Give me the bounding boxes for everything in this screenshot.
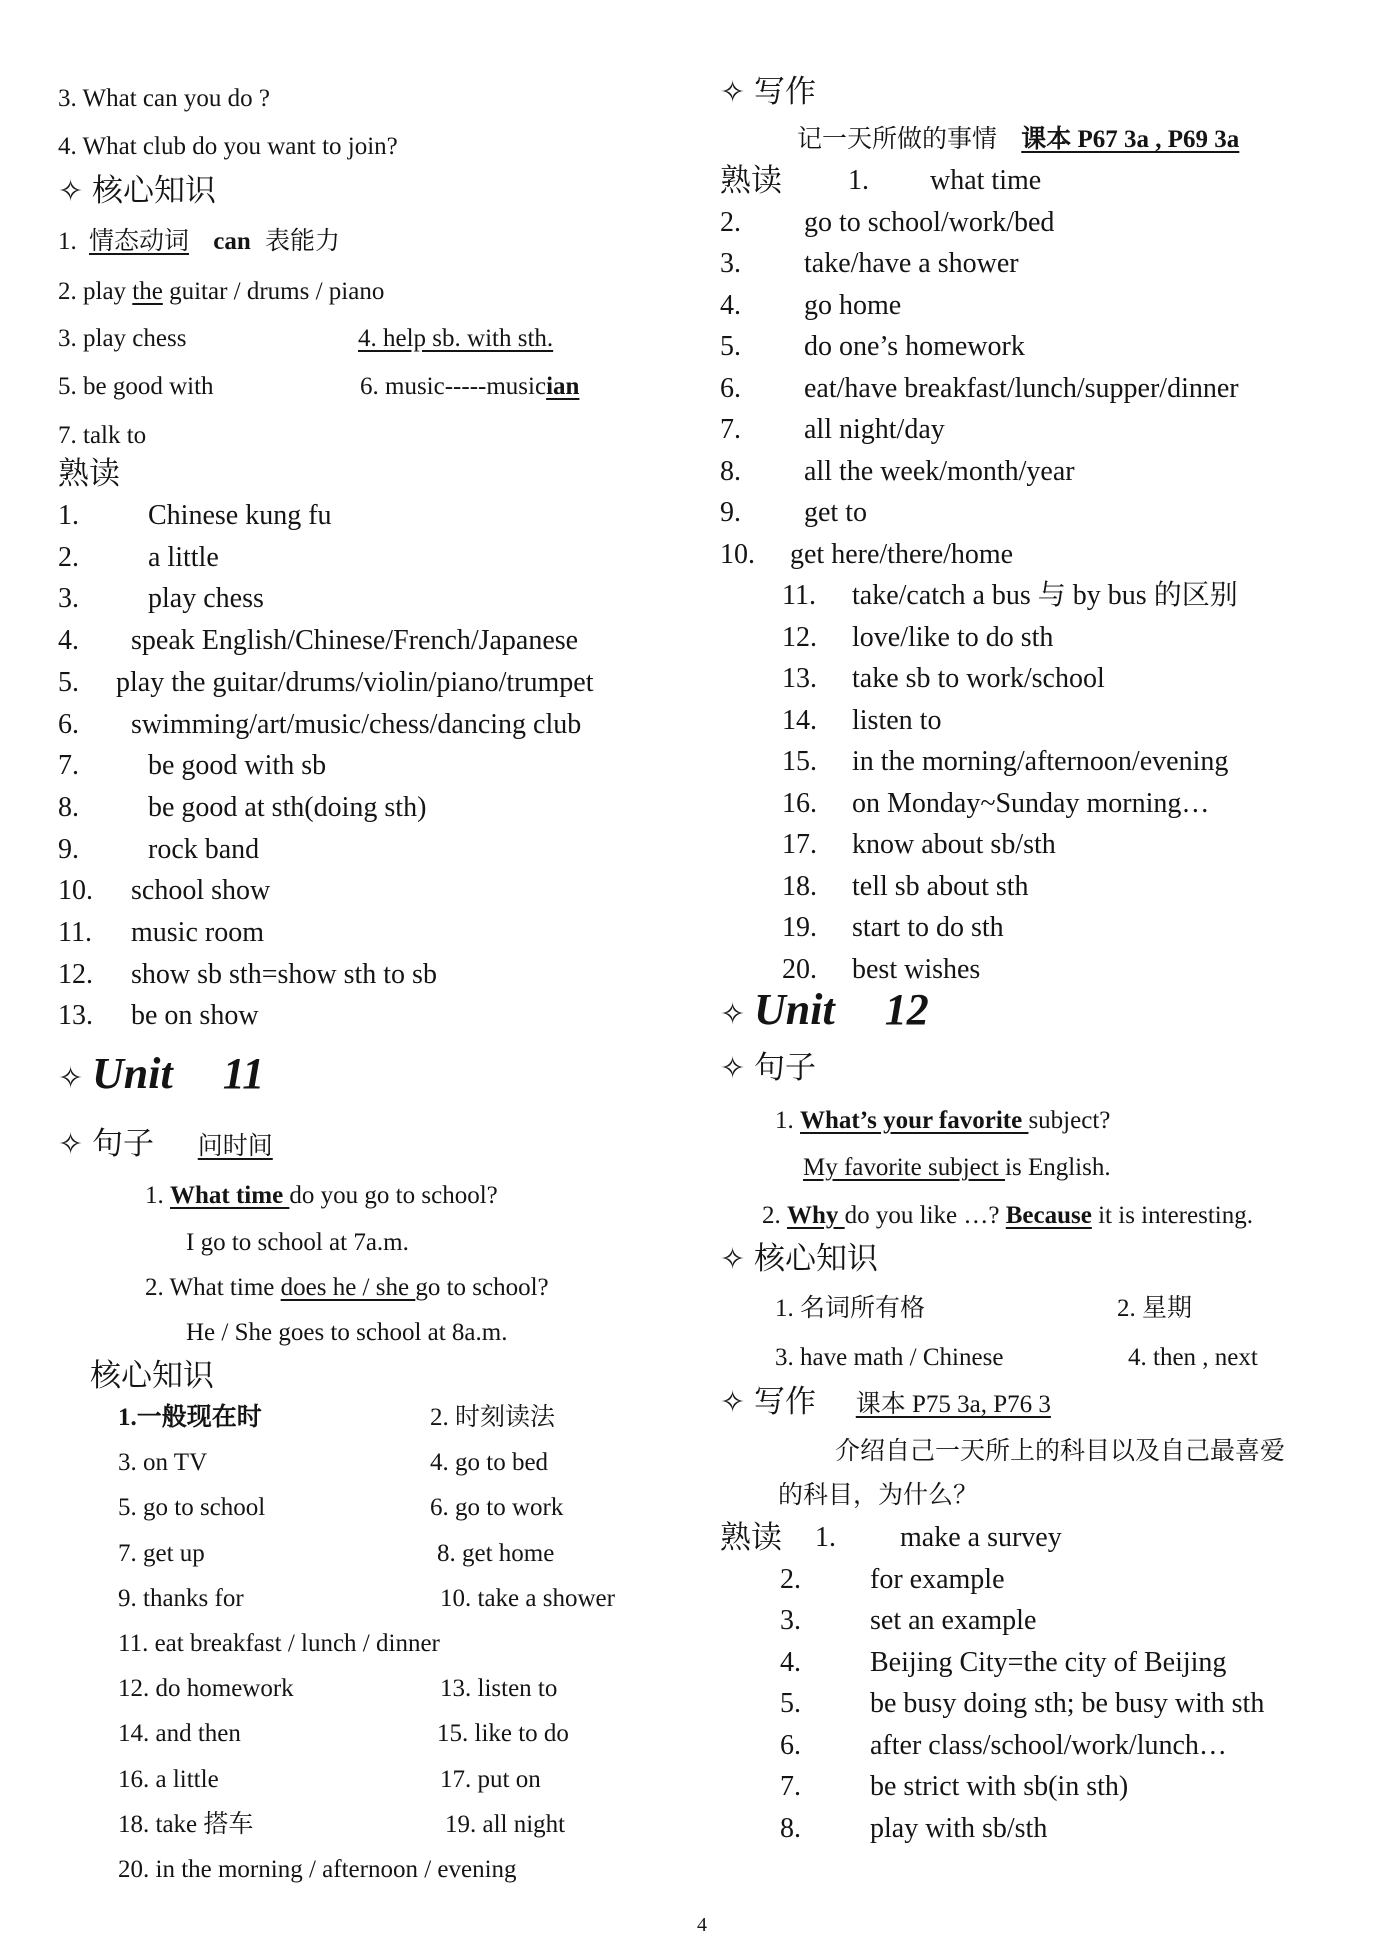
unit-12-heading: ✧ Unit 12 (720, 985, 929, 1034)
read-right-text: start to do sth (852, 912, 1004, 943)
core-r4: 4. then , next (1128, 1344, 1258, 1371)
read-right-text: listen to (852, 704, 942, 736)
core-r1: 1. 名词所有格 (775, 1295, 926, 1322)
read-right2-num: 1. (815, 1522, 836, 1553)
read-left-text: be on show (131, 1000, 259, 1032)
read-right-num: 14. (782, 704, 817, 736)
page-number: 4 (697, 1914, 707, 1936)
core-grid-cell: 6. go to work (430, 1494, 564, 1522)
read-right-num: 5. (720, 331, 741, 362)
read-left-text: swimming/art/music/chess/dancing club (131, 708, 582, 740)
read-left-num: 6. (58, 708, 79, 740)
read-right-text: on Monday~Sunday morning… (852, 787, 1210, 819)
read-left-num: 8. (58, 791, 79, 823)
core-grid-cell: 18. take 搭车 (118, 1810, 254, 1838)
read-left-text: a little (148, 541, 219, 573)
read-right-text: tell sb about sth (852, 870, 1029, 902)
star-icon: ✧ (58, 175, 84, 208)
sentence-1: 1. What time do you go to school? (145, 1182, 498, 1209)
read-right-num: 3. (720, 248, 741, 279)
core-grid-cell: 13. listen to (440, 1675, 558, 1703)
sentence-2: 2. What time does he / she go to school? (145, 1274, 549, 1301)
read-right-text: know about sb/sth (852, 829, 1056, 860)
read-right-text: all night/day (804, 414, 945, 445)
writing-heading: ✧ 写作 (720, 74, 816, 109)
core-item-1: 1. 情态动词 can 表能力 (58, 228, 341, 255)
read-right-num: 20. (782, 953, 817, 985)
question-3: 3. What can you do ? (58, 85, 270, 112)
star-icon: ✧ (58, 1062, 84, 1095)
read-right2-num: 6. (780, 1729, 801, 1761)
core-grid-cell: 19. all night (445, 1810, 566, 1838)
read-right-text: take/catch a bus 与 by bus 的区别 (852, 580, 1238, 611)
read-left-num: 10. (58, 875, 93, 907)
sentence-r1-answer: My favorite subject is English. (803, 1154, 1111, 1181)
read-right-num: 4. (720, 289, 741, 321)
read-right2-num: 7. (780, 1771, 801, 1802)
read-right-text: go to school/work/bed (804, 206, 1055, 238)
star-icon: ✧ (720, 1386, 746, 1419)
read-right2-text: be busy doing sth; be busy with sth (870, 1688, 1265, 1719)
read-right2-num: 5. (780, 1688, 801, 1719)
read-right2-text: set an example (870, 1605, 1037, 1636)
read-left-text: be good with sb (148, 750, 327, 782)
writing-desc: 记一天所做的事情 课本 P67 3a , P69 3a (797, 126, 1240, 153)
read-left-num: 13. (58, 1000, 93, 1032)
read-right-text: best wishes (852, 953, 981, 985)
writing2-line-1: 介绍自己一天所上的科目以及自己最喜爱 (835, 1438, 1286, 1465)
writing-heading-2: ✧ 写作 课本 P75 3a, P76 3 (720, 1384, 1051, 1419)
read-right2-text: for example (870, 1563, 1005, 1595)
read-right-num: 18. (782, 870, 817, 902)
read-right-text: all the week/month/year (804, 455, 1075, 487)
read-right-num: 8. (720, 455, 741, 487)
core-item-2: 2. play the guitar / drums / piano (58, 278, 385, 305)
question-4: 4. What club do you want to join? (58, 133, 398, 160)
read-left-text: play chess (148, 583, 264, 615)
read-right-text: get here/there/home (790, 538, 1014, 570)
read-right-num: 10. (720, 538, 755, 570)
core-r3: 3. have math / Chinese (775, 1344, 1004, 1371)
core-grid-cell: 3. on TV (118, 1449, 208, 1477)
read-right-text: take/have a shower (804, 248, 1019, 279)
read-left-text: play the guitar/drums/violin/piano/trumpet (116, 666, 594, 698)
read-right-text: go home (804, 289, 902, 321)
core-grid-cell: 8. get home (437, 1539, 555, 1567)
read-left-text: speak English/Chinese/French/Japanese (131, 625, 579, 657)
read-right2-text: make a survey (900, 1522, 1062, 1553)
sentence-r2: 2. Why do you like …? Because it is interesting. (762, 1202, 1253, 1229)
read-right-num: 9. (720, 497, 741, 528)
read-left-num: 11. (58, 917, 92, 948)
read-left-text: music room (131, 917, 264, 948)
read-left-text: rock band (148, 833, 260, 865)
sentence-heading-right: ✧ 句子 (720, 1050, 816, 1085)
read-right-text: do one’s homework (804, 331, 1025, 362)
read-right-text: love/like to do sth (852, 621, 1054, 653)
core-grid-cell: 14. and then (118, 1720, 241, 1748)
core-grid-cell: 15. like to do (437, 1720, 569, 1748)
core-grid-cell: 7. get up (118, 1539, 205, 1567)
read-heading-right: 熟读 (720, 163, 782, 198)
read-left-text: show sb sth=show sth to sb (131, 958, 437, 990)
read-right-num: 16. (782, 787, 817, 819)
core-item-4: 4. help sb. with sth. (358, 325, 554, 352)
read-left-num: 9. (58, 833, 79, 865)
core-grid-cell: 2. 时刻读法 (430, 1404, 556, 1431)
read-left-num: 1. (58, 500, 79, 531)
read-right-num: 13. (782, 663, 817, 694)
read-right-num: 7. (720, 414, 741, 445)
core-grid-cell: 11. eat breakfast / lunch / dinner (118, 1630, 440, 1657)
sentence-1-answer: I go to school at 7a.m. (186, 1229, 409, 1256)
read-left-text: school show (131, 875, 271, 907)
core-knowledge-heading: ✧ 核心知识 (58, 173, 216, 208)
read-right-num: 11. (782, 580, 816, 611)
core-grid-cell: 10. take a shower (440, 1584, 615, 1612)
read-right2-text: play with sb/sth (870, 1812, 1048, 1844)
sentence-2-answer: He / She goes to school at 8a.m. (186, 1319, 508, 1346)
core-grid-cell: 4. go to bed (430, 1449, 549, 1477)
read-left-num: 12. (58, 958, 93, 990)
read-right-num: 12. (782, 621, 817, 653)
read-right-text: get to (804, 497, 867, 528)
read-heading-left: 熟读 (58, 456, 120, 491)
sentence-heading-left: ✧ 句子 问时间 (58, 1126, 273, 1161)
writing2-line-2: 的科目，为什么？ (778, 1482, 979, 1509)
read-left-text: be good at sth(doing sth) (148, 791, 427, 823)
read-right-text: take sb to work/school (852, 663, 1105, 694)
core-grid-cell: 12. do homework (118, 1675, 294, 1703)
read-right-text: eat/have breakfast/lunch/supper/dinner (804, 372, 1239, 404)
read-right-num: 17. (782, 829, 817, 860)
read-right2-text: after class/school/work/lunch… (870, 1729, 1227, 1761)
read-left-num: 4. (58, 625, 79, 657)
read-right2-text: be strict with sb(in sth) (870, 1771, 1129, 1802)
read-right-num: 19. (782, 912, 817, 943)
star-icon: ✧ (720, 1052, 746, 1085)
read-left-text: Chinese kung fu (148, 500, 332, 531)
read-heading-right-2: 熟读 (720, 1520, 782, 1555)
core-r2: 2. 星期 (1117, 1295, 1193, 1322)
core-grid-cell: 5. go to school (118, 1494, 266, 1522)
read-right2-num: 2. (780, 1563, 801, 1595)
read-right-text: what time (930, 165, 1042, 196)
core-knowledge-heading-2: 核心知识 (90, 1358, 214, 1393)
core-knowledge-heading-right: ✧ 核心知识 (720, 1241, 878, 1276)
read-right-text: in the morning/afternoon/evening (852, 746, 1229, 777)
star-icon: ✧ (58, 1128, 84, 1161)
star-icon: ✧ (720, 76, 746, 109)
core-item-5: 5. be good with (58, 373, 214, 400)
read-left-num: 2. (58, 541, 79, 573)
read-left-num: 3. (58, 583, 79, 615)
core-grid-cell: 1.一般现在时 (118, 1404, 262, 1431)
core-grid-cell: 17. put on (440, 1765, 541, 1793)
read-right-num: 1. (848, 165, 869, 196)
core-item-6: 6. music-----musician (360, 373, 580, 400)
core-grid-cell: 20. in the morning / afternoon / evening (118, 1856, 517, 1883)
read-left-num: 7. (58, 750, 79, 782)
read-right-num: 6. (720, 372, 741, 404)
read-right2-num: 4. (780, 1646, 801, 1678)
read-right2-num: 8. (780, 1812, 801, 1844)
sentence-r1: 1. What’s your favorite subject? (775, 1107, 1111, 1134)
core-grid-cell: 9. thanks for (118, 1584, 244, 1612)
read-right-num: 15. (782, 746, 817, 777)
read-right-num: 2. (720, 206, 741, 238)
read-right2-text: Beijing City=the city of Beijing (870, 1646, 1227, 1678)
read-right2-num: 3. (780, 1605, 801, 1636)
core-item-7: 7. talk to (58, 422, 147, 449)
unit-11-heading: ✧ Unit 11 (58, 1049, 265, 1098)
core-item-3: 3. play chess (58, 325, 187, 352)
star-icon: ✧ (720, 1243, 746, 1276)
star-icon: ✧ (720, 998, 746, 1031)
core-grid-cell: 16. a little (118, 1765, 219, 1793)
read-left-num: 5. (58, 666, 79, 698)
